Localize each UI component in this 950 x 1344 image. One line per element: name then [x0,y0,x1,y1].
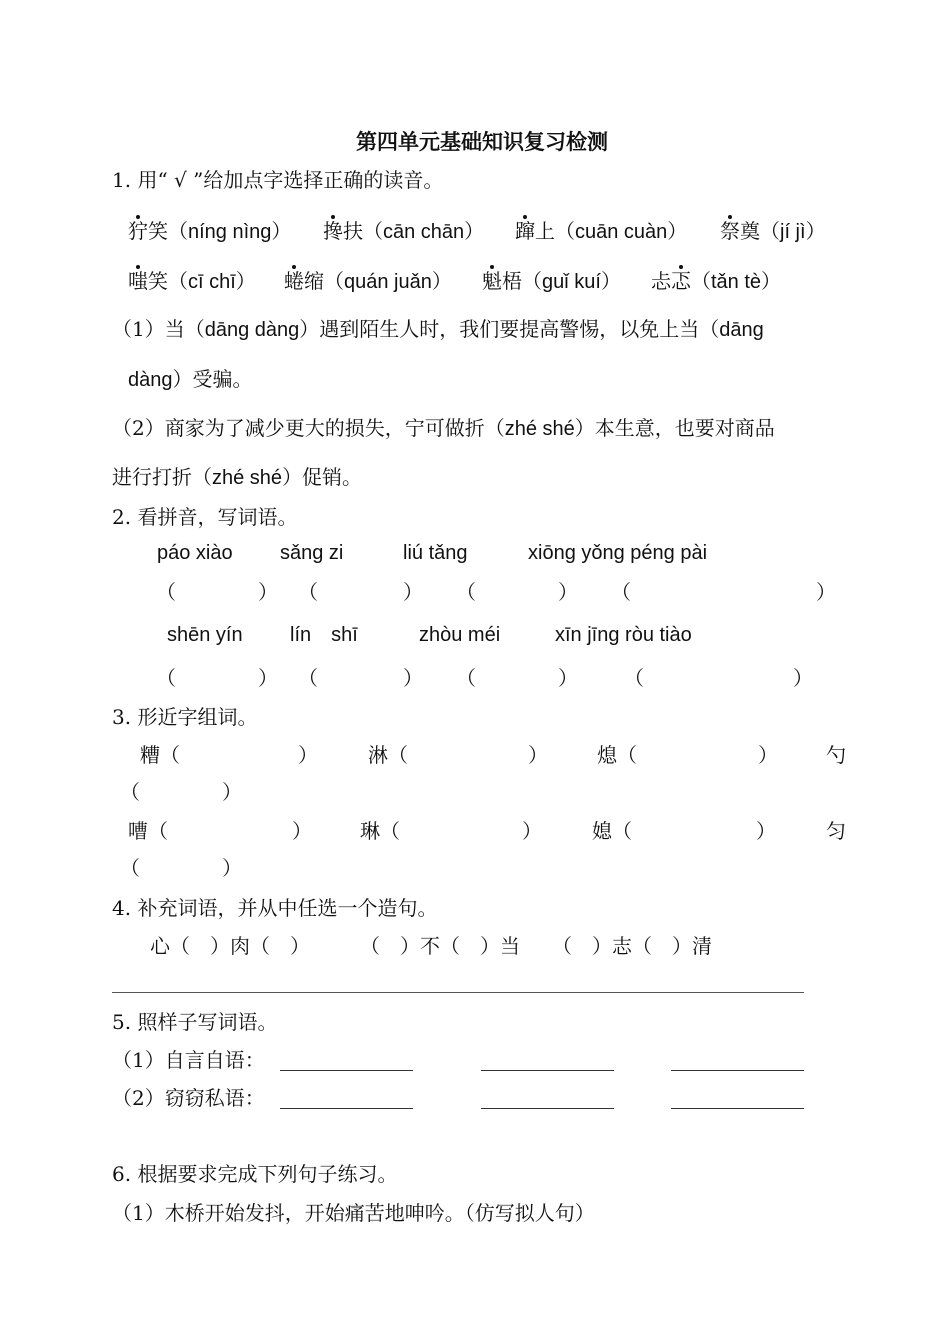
open-paren: （ [456,580,476,604]
q1-heading: 1. 用“ √ ”给加点字选择正确的读音。 [112,168,444,192]
q1-item: 蜷缩（quán juǎn） [284,269,452,293]
char-prompt: 勺 [826,743,846,767]
open-paren: （ [624,666,644,690]
close-paren: ） [258,580,278,604]
close-paren: ） [528,743,548,767]
q1-item: 忐忑（tǎn tè） [651,269,782,293]
close-paren: ） [222,856,242,880]
open-paren: （ [456,666,476,690]
close-paren: ） [222,780,242,804]
q1-item: 蹿上（cuān cuàn） [515,219,688,243]
sentence-answer-line[interactable] [112,992,804,993]
q5-item-1: （1）自言自语： [112,1048,265,1072]
pinyin-prompt: sǎng zi [280,542,344,564]
open-paren: （ [156,666,176,690]
close-paren: ） [558,666,578,690]
q6-item-1: （1）木桥开始发抖，开始痛苦地呻吟。（仿写拟人句） [112,1201,595,1225]
idiom-blank: 心（ ）肉（ ） [150,934,310,958]
char-prompt: 琳（ [360,819,400,843]
close-paren: ） [758,743,778,767]
q4-heading: 4. 补充词语，并从中任选一个造句。 [112,896,438,920]
char-prompt: 媳（ [592,819,632,843]
open-paren: （ [611,580,631,604]
pinyin-prompt: xīn jīng ròu tiào [555,624,692,646]
pinyin-prompt: páo xiào [157,542,233,564]
page-title: 第四单元基础知识复习检测 [356,129,608,154]
q1-item: 狞笑（níng nìng） [128,219,292,243]
q1-sentence-2: （2）商家为了减少更大的损失，宁可做折（zhé shé）本生意，也要对商品 [112,416,775,440]
char-prompt: 熄（ [597,743,637,767]
word-blank[interactable] [481,1108,614,1109]
q3-heading: 3. 形近字组词。 [112,705,258,729]
pinyin-prompt: lín shī [290,624,358,646]
pinyin-prompt: shēn yín [167,624,243,646]
char-prompt: 淋（ [368,743,408,767]
close-paren: ） [816,580,836,604]
word-blank[interactable] [280,1070,413,1071]
char-prompt: 匀 [826,819,846,843]
open-paren: （ [298,666,318,690]
open-paren: （ [298,580,318,604]
q1-item: 祭奠（jí jì） [720,219,826,243]
q1-item: 嗤笑（cī chī） [128,269,256,293]
pinyin-prompt: liú tǎng [403,542,468,564]
q1-item: 魁梧（guǐ kuí） [482,269,621,293]
idiom-blank: （ ）不（ ）当 [360,934,520,958]
q6-heading: 6. 根据要求完成下列句子练习。 [112,1162,398,1186]
close-paren: ） [298,743,318,767]
open-paren: （ [120,780,140,804]
close-paren: ） [522,819,542,843]
close-paren: ） [292,819,312,843]
open-paren: （ [156,580,176,604]
idiom-blank: （ ）志（ ）清 [552,934,712,958]
q1-sentence-2-cont: 进行打折（zhé shé）促销。 [112,465,363,489]
word-blank[interactable] [671,1070,804,1071]
open-paren: （ [120,856,140,880]
pinyin-prompt: xiōng yǒng péng pài [528,542,708,564]
close-paren: ） [793,666,813,690]
close-paren: ） [403,666,423,690]
q5-item-2: （2）窃窃私语： [112,1086,265,1110]
q1-sentence-1: （1）当（dāng dàng）遇到陌生人时，我们要提高警惕，以免上当（dāng [112,317,764,341]
close-paren: ） [258,666,278,690]
close-paren: ） [558,580,578,604]
q2-heading: 2. 看拼音，写词语。 [112,505,298,529]
word-blank[interactable] [280,1108,413,1109]
q1-item: 搀扶（cān chān） [323,219,485,243]
char-prompt: 嘈（ [128,819,168,843]
close-paren: ） [756,819,776,843]
pinyin-prompt: zhòu méi [419,624,501,646]
close-paren: ） [403,580,423,604]
char-prompt: 糟（ [140,743,180,767]
word-blank[interactable] [481,1070,614,1071]
q5-heading: 5. 照样子写词语。 [112,1010,278,1034]
q1-sentence-1-cont: dàng）受骗。 [128,367,253,391]
word-blank[interactable] [671,1108,804,1109]
